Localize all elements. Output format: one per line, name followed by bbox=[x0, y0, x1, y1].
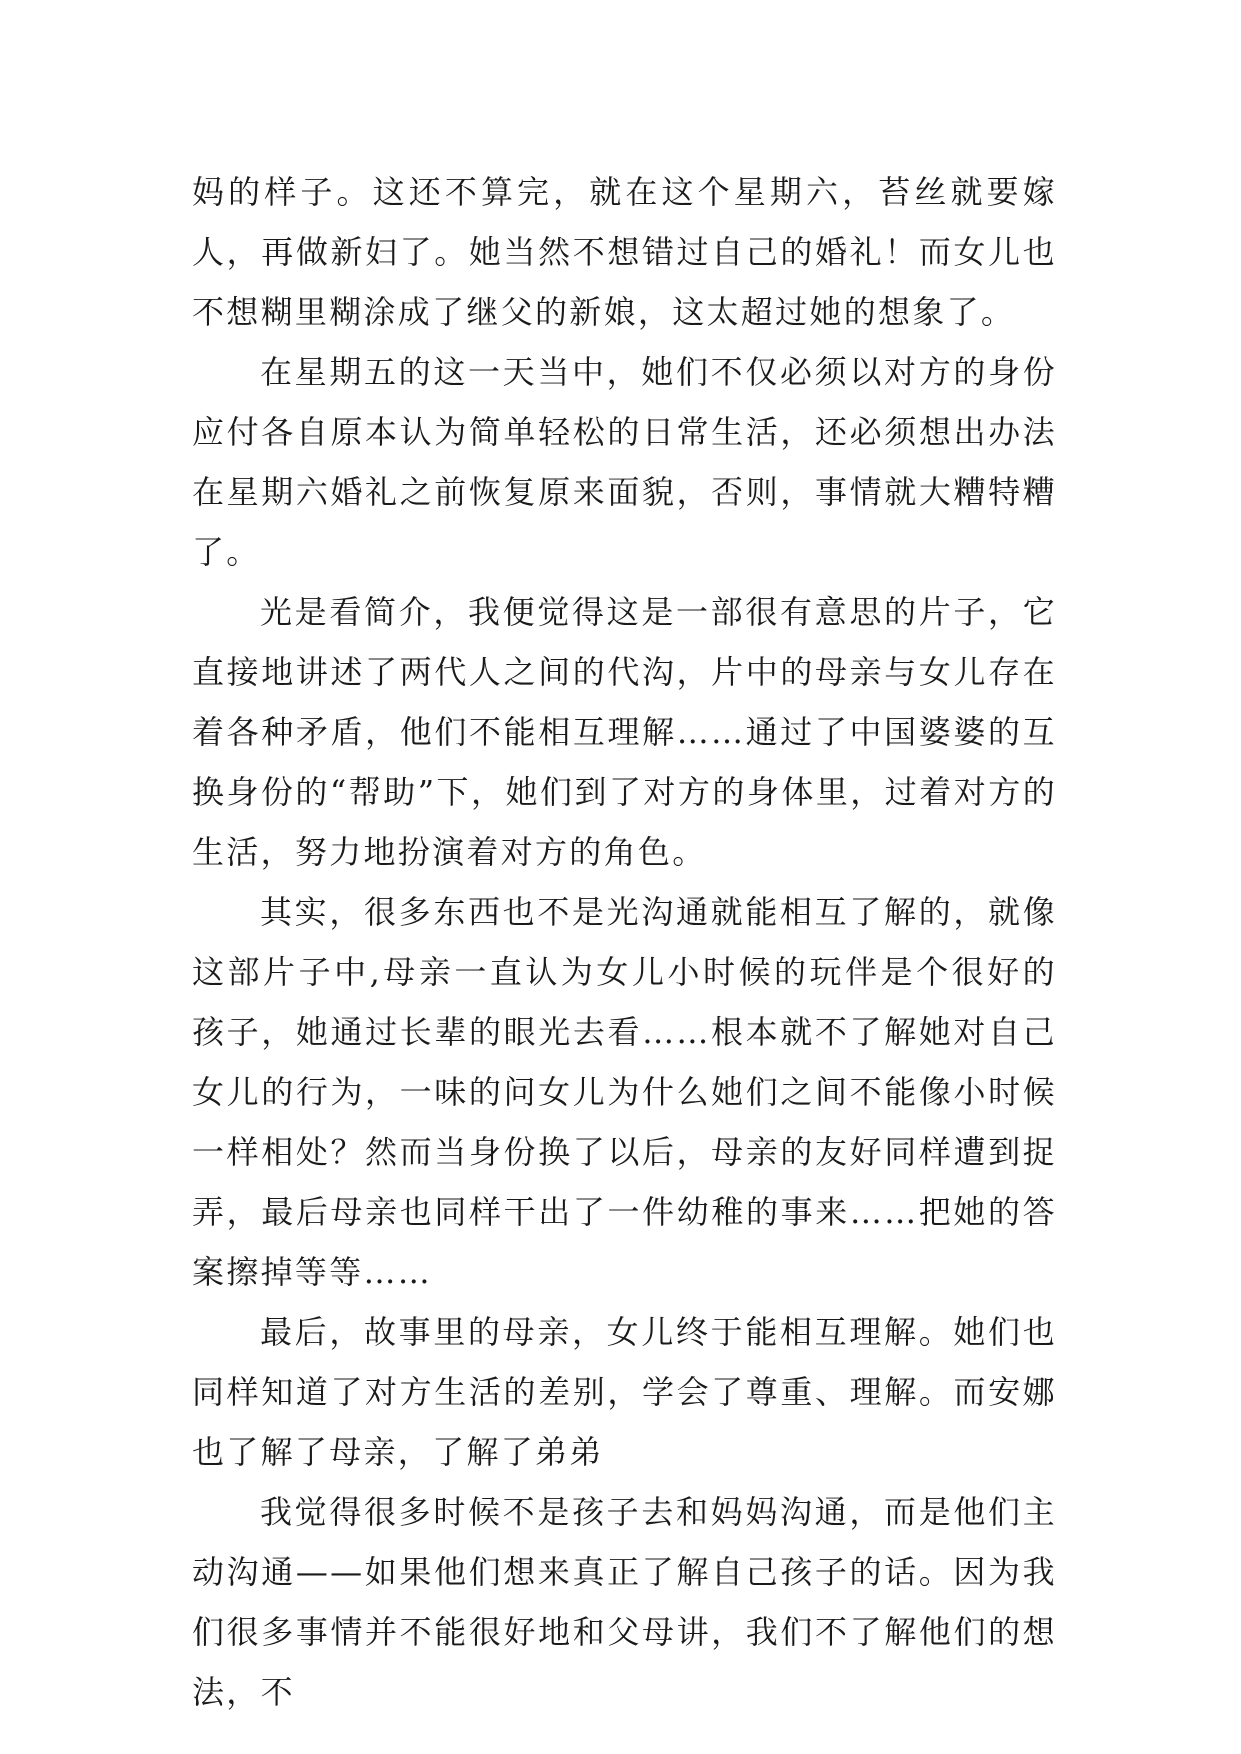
paragraph-6: 我觉得很多时候不是孩子去和妈妈沟通，而是他们主动沟通——如果他们想来真正了解自己孩子的话。因为我们很多事情并不能很好地和父母讲，我们不了解他们的想法，不 bbox=[192, 1493, 1057, 1711]
paragraph-continuation: 妈的样子。这还不算完，就在这个星期六，苔丝就要嫁人，再做新妇了。她当然不想错过自己的婚礼！而女儿也不想糊里糊涂成了继父的新娘，这太超过她的想象了。 bbox=[192, 173, 1057, 331]
document-body bbox=[192, 162, 1057, 1722]
paragraph-3: 光是看简介，我便觉得这是一部很有意思的片子，它直接地讲述了两代人之间的代沟，片中的母亲与女儿存在着各种矛盾，他们不能相互理解……通过了中国婆婆的互换身份的“帮助”下，她们到了对方的身体里，过着对方的生活，努力地扮演着对方的角色。 bbox=[192, 593, 1057, 871]
paragraph-2: 在星期五的这一天当中，她们不仅必须以对方的身份应付各自原本认为简单轻松的日常生活，还必须想出办法在星期六婚礼之前恢复原来面貌，否则，事情就大糟特糟了。 bbox=[192, 353, 1057, 571]
paragraph-5: 最后，故事里的母亲，女儿终于能相互理解。她们也同样知道了对方生活的差别，学会了尊重、理解。而安娜也了解了母亲，了解了弟弟 bbox=[192, 1313, 1057, 1471]
paragraph-4: 其实，很多东西也不是光沟通就能相互了解的，就像这部片子中,母亲一直认为女儿小时候的玩伴是个很好的孩子，她通过长辈的眼光去看……根本就不了解她对自己女儿的行为，一味的问女儿为什么她们之间不能像小时候一样相处？然而当身份换了以后，母亲的友好同样遭到捉弄，最后母亲也同样干出了一件幼稚的事来……把她的答案擦掉等等…… bbox=[192, 893, 1057, 1291]
